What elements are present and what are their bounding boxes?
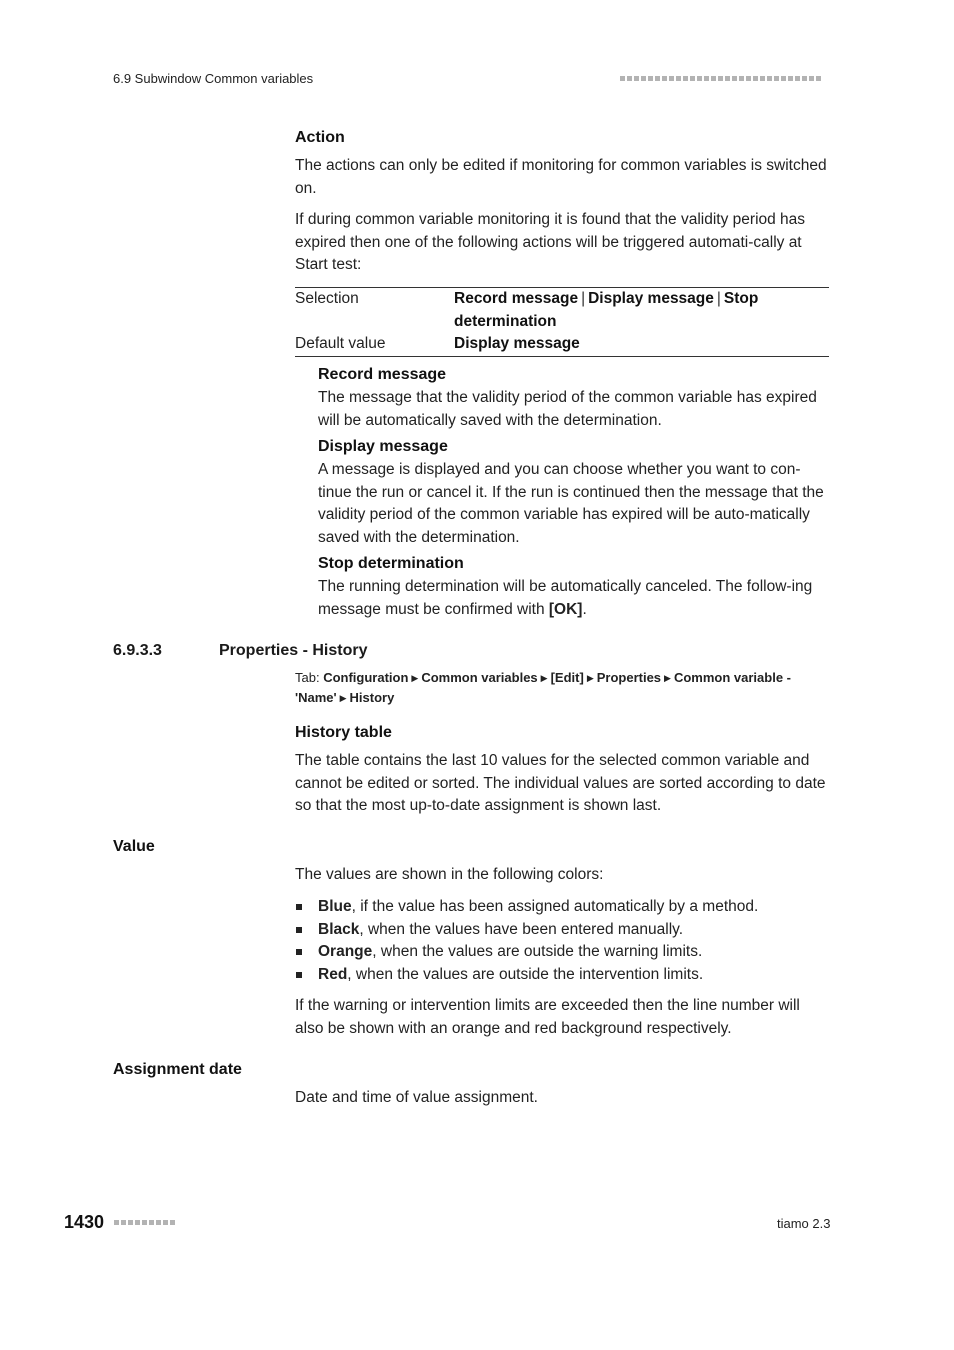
default-row: [295, 333, 829, 356]
action-heading: Action: [295, 129, 345, 146]
color-name: Red: [318, 965, 348, 983]
option-separator: |: [581, 290, 586, 307]
arrow-right-icon: ▶: [586, 673, 594, 683]
list-item: [295, 941, 829, 964]
color-name: Blue: [318, 898, 352, 915]
color-description: , when the values are outside the intervention limits.: [347, 965, 704, 983]
assignment-date-text: Date and time of value assignment.: [295, 1089, 538, 1106]
arrow-right-icon: ▶: [664, 673, 671, 683]
history-text: The table contains the last 10 values for the selected common variable and cannot be edited or sorted. The individual values are sorted according to date so that the most up-to-date assignment is shown last.: [295, 752, 826, 814]
bullet-square-icon: [296, 972, 302, 978]
option-separator: |: [716, 290, 721, 307]
option-text-stop-main: The running determination will be automatically canceled. The follow-ing message must be confirmed with: [318, 578, 813, 618]
list-item: [295, 919, 829, 942]
selection-options: [454, 288, 829, 333]
ok-button-reference: [OK]: [548, 600, 583, 618]
running-header-section: 6.9 Subwindow Common variables: [113, 71, 314, 86]
option-text-stop: [318, 576, 823, 621]
option-title-record: Record message: [318, 366, 447, 383]
value-intro: The values are shown in the following colors:: [295, 866, 604, 883]
option-title-display: Display message: [318, 438, 448, 455]
bullet-square-icon: [296, 949, 302, 955]
arrow-right-icon: ▶: [411, 673, 419, 683]
product-name: tiamo 2.3: [777, 1216, 831, 1231]
tab-path-item: Common variables: [421, 670, 538, 685]
selection-row: [295, 288, 829, 333]
tab-path-item: Configuration: [323, 670, 409, 685]
option-display-message: Display message: [588, 290, 714, 307]
section-number: 6.9.3.3: [113, 642, 162, 659]
bullet-square-icon: [296, 927, 302, 933]
color-list: [295, 896, 829, 986]
option-title-stop: Stop determination: [318, 555, 464, 572]
footer-decoration: [114, 1220, 175, 1225]
color-description: , when the values are outside the warning limits.: [372, 943, 703, 960]
color-description: , when the values have been entered manually.: [359, 920, 684, 938]
tab-path-item: History: [349, 690, 395, 705]
color-name: Black: [318, 920, 360, 938]
option-text-display: A message is displayed and you can choose whether you want to con-tinue the run or cancel it. If the run is continued then the message that the validity period of the common variable has expired will be auto-matically saved with the determination.: [318, 461, 824, 546]
assignment-date-label: Assignment date: [113, 1061, 242, 1078]
header-decoration: [620, 76, 821, 81]
default-key: Default value: [295, 335, 386, 352]
tab-path-item: Common variable - 'Name': [295, 670, 791, 705]
color-name: Orange: [318, 943, 373, 960]
action-para-2: If during common variable monitoring it is found that the validity period has expired then one of the following actions will be triggered automati-cally at Start test:: [295, 211, 806, 273]
tab-path: [295, 668, 829, 708]
list-item: [295, 964, 829, 987]
selection-table: [295, 287, 829, 357]
tab-path-item: Properties: [596, 670, 662, 685]
history-heading: History table: [295, 724, 392, 741]
option-stop-determination: Stop determination: [454, 290, 759, 330]
list-item: [295, 896, 829, 919]
value-outro: If the warning or intervention limits are exceeded then the line number will also be shown with an orange and red background respectively.: [295, 997, 800, 1037]
color-description: , if the value has been assigned automatically by a method.: [351, 898, 759, 915]
option-text-stop-end: .: [582, 600, 587, 618]
arrow-right-icon: ▶: [540, 673, 548, 683]
tab-prefix: Tab:: [295, 670, 320, 685]
section-title: Properties - History: [219, 642, 368, 659]
default-value: Display message: [454, 335, 580, 352]
action-para-1: The actions can only be edited if monitoring for common variables is switched on.: [295, 157, 827, 197]
page-number: 1430: [64, 1212, 105, 1232]
value-label: Value: [113, 838, 155, 855]
option-text-record: The message that the validity period of the common variable has expired will be automatically saved with the determination.: [318, 389, 817, 429]
selection-key: Selection: [295, 290, 359, 307]
bullet-square-icon: [296, 904, 302, 910]
tab-path-item: [Edit]: [550, 670, 584, 685]
option-record-message: Record message: [454, 290, 579, 307]
arrow-right-icon: ▶: [339, 693, 347, 703]
